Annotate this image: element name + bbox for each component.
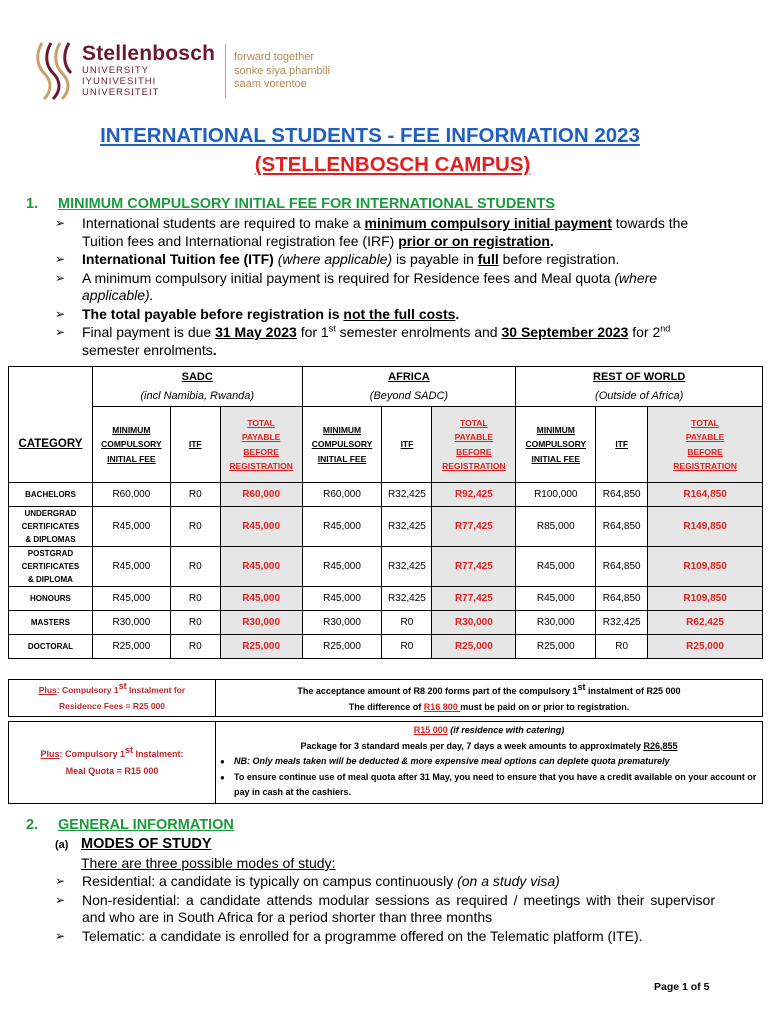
itf-cell: R32,425 (596, 611, 648, 635)
itf-cell: R0 (170, 483, 220, 507)
region-header: SADC (92, 367, 302, 387)
itf-cell: R64,850 (596, 483, 648, 507)
residence-acceptance-line: The acceptance amount of R8 200 forms part of the compulsory 1st instalment of R25 000 (297, 682, 681, 696)
itf-header: ITF (596, 407, 648, 483)
min-fee-cell: R25,000 (302, 635, 382, 659)
arrow-bullet-icon: ➢ (55, 252, 66, 266)
total-header: TOTAL PAYABLE BEFORE REGISTRATION (432, 407, 516, 483)
category-cell: DOCTORAL (9, 635, 93, 659)
brand-line: UNIVERSITEIT (82, 87, 160, 98)
category-cell: POSTGRAD CERTIFICATES & DIPLOMA (9, 547, 93, 587)
list-item: ➢ The total payable before registration is not the full costs. (55, 305, 460, 322)
table-row (9, 547, 763, 587)
total-header: TOTAL PAYABLE BEFORE REGISTRATION (648, 407, 763, 483)
list-item: ● To ensure continue use of meal quota after 31 May, you need to ensure that you have a credit available on your account or pay in cash at the cashiers. (220, 770, 762, 801)
category-header: CATEGORY (9, 407, 93, 483)
min-fee-cell: R60,000 (302, 483, 382, 507)
section-title: MINIMUM COMPULSORY INITIAL FEE FOR INTERNATIONAL STUDENTS (58, 196, 556, 212)
itf-cell: R0 (170, 507, 220, 547)
itf-cell: R0 (596, 635, 648, 659)
subsection-heading (55, 836, 212, 852)
table-row (9, 507, 763, 547)
section-2-bullets (55, 873, 715, 946)
column-header-row (9, 407, 763, 483)
category-cell: MASTERS (9, 611, 93, 635)
list-item: ➢ International Tuition fee (ITF) (where applicable) is payable in full before registration. (55, 251, 620, 267)
list-item: ➢ Residential: a candidate is typically on campus continuously (on a study visa) (55, 873, 560, 889)
min-fee-header: MINIMUM COMPULSORY INITIAL FEE (302, 407, 382, 483)
region-header: REST OF WORLD (516, 367, 763, 387)
region-subheader: (incl Namibia, Rwanda) (92, 387, 302, 407)
total-cell: R109,850 (648, 547, 763, 587)
tagline-line: saam vorentoe (234, 78, 307, 90)
section-title: GENERAL INFORMATION (58, 817, 234, 833)
itf-cell: R0 (170, 635, 220, 659)
list-item: ● NB: Only meals taken will be deducted & more expensive meal options can deplete quota prematurely (220, 754, 762, 770)
category-cell: UNDERGRAD CERTIFICATES & DIPLOMAS (9, 507, 93, 547)
min-fee-cell: R30,000 (302, 611, 382, 635)
total-cell: R109,850 (648, 587, 763, 611)
itf-cell: R32,425 (382, 587, 432, 611)
total-cell: R45,000 (220, 587, 302, 611)
residence-label: Plus: Compulsory 1st Instalment for Residence Fees = R25 000 (9, 680, 216, 716)
total-cell: R45,000 (220, 507, 302, 547)
section-number: 2. (26, 817, 39, 833)
brand-name: Stellenbosch (82, 42, 216, 65)
page-title: INTERNATIONAL STUDENTS - FEE INFORMATION 2023 (100, 124, 640, 147)
meal-amount-line: R15 000 (if residence with catering) (413, 725, 565, 735)
itf-cell: R32,425 (382, 547, 432, 587)
residence-instalment-box (8, 679, 763, 717)
region-subheader: (Outside of Africa) (516, 387, 763, 407)
min-fee-cell: R30,000 (516, 611, 596, 635)
brand-line: UNIVERSITY (82, 65, 150, 76)
total-header: TOTAL PAYABLE BEFORE REGISTRATION (220, 407, 302, 483)
meal-instalment-box (8, 721, 763, 804)
min-fee-cell: R45,000 (92, 507, 170, 547)
list-item: ➢ Non-residential: a candidate attends modular sessions as required / meetings with their supervisor and who are in South Africa for a period shorter than three months (55, 891, 715, 925)
min-fee-cell: R45,000 (302, 587, 382, 611)
arrow-bullet-icon: ➢ (55, 928, 66, 943)
subsection-label: (a) (55, 839, 69, 851)
itf-cell: R0 (382, 635, 432, 659)
page-subtitle: (STELLENBOSCH CAMPUS) (254, 153, 531, 176)
arrow-bullet-icon: ➢ (55, 325, 66, 339)
table-row (9, 611, 763, 635)
itf-cell: R32,425 (382, 507, 432, 547)
itf-header: ITF (382, 407, 432, 483)
total-cell: R77,425 (432, 587, 516, 611)
section-number: 1. (26, 196, 39, 212)
itf-cell: R64,850 (596, 547, 648, 587)
min-fee-cell: R25,000 (92, 635, 170, 659)
list-item: ➢ Final payment is due 31 May 2023 for 1st semester enrolments and 30 September 2023 for 2nd semester enrolments. (55, 323, 671, 358)
itf-header: ITF (170, 407, 220, 483)
total-cell: R25,000 (220, 635, 302, 659)
tagline (234, 51, 330, 92)
subsection-title: MODES OF STUDY (81, 836, 212, 852)
header-divider (225, 44, 226, 98)
min-fee-cell: R60,000 (92, 483, 170, 507)
total-cell: R77,425 (432, 547, 516, 587)
list-item: ➢ International students are required to make a minimum compulsory initial payment towards the Tuition fees and International registration fee (IRF) prior or on registration. (55, 215, 689, 249)
min-fee-cell: R45,000 (516, 547, 596, 587)
section-1-bullets (55, 215, 715, 360)
tagline-line: forward together (234, 51, 315, 63)
meal-label: Plus: Compulsory 1st Instalment: Meal Quota = R15 000 (9, 722, 216, 803)
arrow-bullet-icon: ➢ (55, 874, 66, 888)
arrow-bullet-icon: ➢ (55, 306, 66, 321)
itf-cell: R64,850 (596, 507, 648, 547)
total-cell: R25,000 (432, 635, 516, 659)
total-cell: R164,850 (648, 483, 763, 507)
residence-details (216, 680, 762, 716)
min-fee-header: MINIMUM COMPULSORY INITIAL FEE (92, 407, 170, 483)
crest-icon (34, 39, 76, 101)
category-cell: BACHELORS (9, 483, 93, 507)
section-2-heading (26, 817, 234, 833)
itf-cell: R0 (382, 611, 432, 635)
university-logo (34, 38, 215, 102)
total-cell: R45,000 (220, 547, 302, 587)
total-cell: R25,000 (648, 635, 763, 659)
category-cell: HONOURS (9, 587, 93, 611)
bullet-dot-icon: ● (220, 757, 225, 766)
itf-cell: R0 (170, 547, 220, 587)
min-fee-cell: R45,000 (302, 507, 382, 547)
meal-details (216, 722, 762, 803)
arrow-bullet-icon: ➢ (55, 270, 66, 285)
modes-intro: There are three possible modes of study: (81, 855, 336, 871)
arrow-bullet-icon: ➢ (55, 216, 66, 230)
table-row (9, 587, 763, 611)
itf-cell: R0 (170, 587, 220, 611)
list-item: ➢ Telematic: a candidate is enrolled for a programme offered on the Telematic platform (ITE). (55, 927, 643, 944)
min-fee-cell: R85,000 (516, 507, 596, 547)
total-cell: R60,000 (220, 483, 302, 507)
min-fee-cell: R30,000 (92, 611, 170, 635)
tagline-line: sonke siya phambili (234, 64, 330, 77)
fee-table (8, 366, 763, 659)
category-header-top (9, 367, 93, 407)
meal-package-line: Package for 3 standard meals per day, 7 days a week amounts to approximately R26,855 (300, 740, 678, 751)
itf-cell: R0 (170, 611, 220, 635)
section-1-heading (26, 196, 555, 212)
itf-cell: R32,425 (382, 483, 432, 507)
page-number: Page 1 of 5 (654, 981, 710, 993)
itf-cell: R64,850 (596, 587, 648, 611)
total-cell: R92,425 (432, 483, 516, 507)
brand-line: IYUNIVESITHI (82, 76, 157, 87)
min-fee-cell: R100,000 (516, 483, 596, 507)
bullet-dot-icon: ● (220, 772, 225, 782)
residence-difference-line: The difference of R16 800 must be paid on or prior to registration. (348, 702, 630, 712)
list-item: ➢ A minimum compulsory initial payment is required for Residence fees and Meal quota (where applicable). (55, 269, 658, 303)
region-subheader: (Beyond SADC) (302, 387, 516, 407)
min-fee-cell: R45,000 (302, 547, 382, 587)
total-cell: R30,000 (220, 611, 302, 635)
min-fee-cell: R25,000 (516, 635, 596, 659)
total-cell: R149,850 (648, 507, 763, 547)
min-fee-cell: R45,000 (516, 587, 596, 611)
region-header: AFRICA (302, 367, 516, 387)
table-row (9, 635, 763, 659)
table-row (9, 483, 763, 507)
min-fee-header: MINIMUM COMPULSORY INITIAL FEE (516, 407, 596, 483)
min-fee-cell: R45,000 (92, 547, 170, 587)
arrow-bullet-icon: ➢ (55, 892, 66, 907)
total-cell: R77,425 (432, 507, 516, 547)
total-cell: R62,425 (648, 611, 763, 635)
total-cell: R30,000 (432, 611, 516, 635)
min-fee-cell: R45,000 (92, 587, 170, 611)
